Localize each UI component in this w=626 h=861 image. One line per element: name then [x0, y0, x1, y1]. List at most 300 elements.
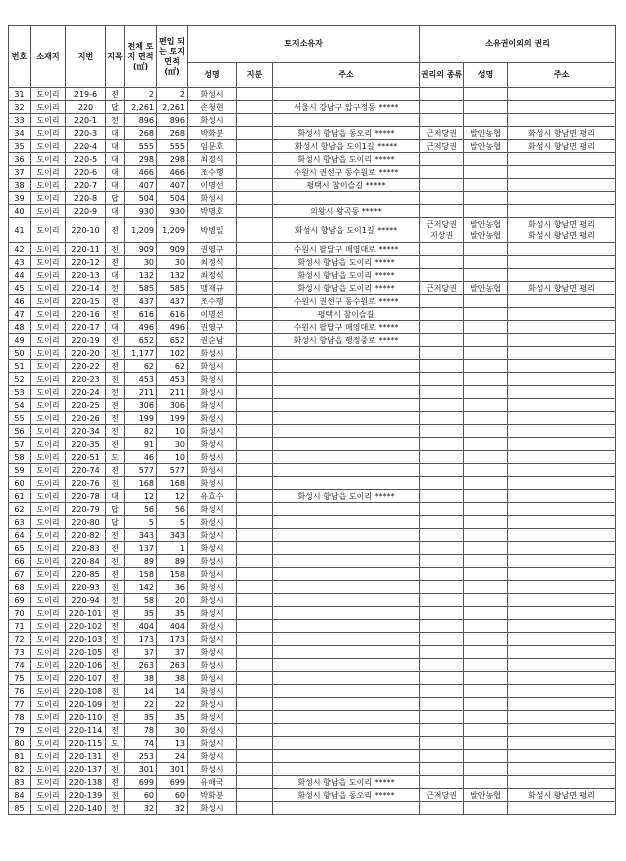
- cell-owner-share: [237, 555, 273, 568]
- cell-total-area: 453: [125, 373, 157, 386]
- cell-rights-address: [508, 321, 616, 334]
- cell-incorporated-area: 437: [157, 295, 188, 308]
- cell-category: 답: [106, 503, 125, 516]
- cell-no: 82: [9, 763, 31, 776]
- cell-lot: 220-14: [66, 282, 106, 295]
- cell-total-area: 173: [125, 633, 157, 646]
- cell-total-area: 466: [125, 166, 157, 179]
- cell-incorporated-area: 10: [157, 451, 188, 464]
- cell-owner-name: 최정식: [188, 153, 237, 166]
- cell-no: 83: [9, 776, 31, 789]
- cell-rights-type: [420, 451, 464, 464]
- cell-location: 도이리: [31, 529, 66, 542]
- cell-owner-share: [237, 269, 273, 282]
- cell-rights-name: [464, 282, 508, 295]
- cell-owner-name: 화성시: [188, 737, 237, 750]
- cell-owner-name: 조수행: [188, 295, 237, 308]
- cell-no: 33: [9, 114, 31, 127]
- cell-owner-name: 권영구: [188, 321, 237, 334]
- cell-lot: 220-51: [66, 451, 106, 464]
- cell-rights-name: [464, 114, 508, 127]
- cell-rights-name: [464, 88, 508, 101]
- cell-category: 전: [106, 750, 125, 763]
- table-row: [9, 127, 616, 140]
- cell-owner-share: [237, 179, 273, 192]
- cell-no: 31: [9, 88, 31, 101]
- cell-owner-share: [237, 425, 273, 438]
- cell-lot: 220: [66, 101, 106, 114]
- cell-lot: 220-1: [66, 114, 106, 127]
- cell-rights-name-line: 발안농협: [470, 790, 501, 800]
- table-row: [9, 724, 616, 737]
- cell-rights-address: [508, 516, 616, 529]
- cell-total-area: 22: [125, 698, 157, 711]
- cell-no: 85: [9, 802, 31, 815]
- cell-category: 전: [106, 542, 125, 555]
- cell-owner-name: 화성시: [188, 114, 237, 127]
- cell-incorporated-area: 22: [157, 698, 188, 711]
- cell-owner-address: 평택시 참이슬길: [273, 308, 420, 321]
- cell-owner-name: 박화분: [188, 127, 237, 140]
- header-no: 번호: [9, 26, 31, 88]
- cell-lot: 220-115: [66, 737, 106, 750]
- cell-location: 도이리: [31, 347, 66, 360]
- cell-rights-address: [508, 101, 616, 114]
- cell-rights-name: [464, 581, 508, 594]
- cell-location: 도이리: [31, 308, 66, 321]
- cell-total-area: 652: [125, 334, 157, 347]
- cell-owner-share: [237, 789, 273, 802]
- cell-owner-name: 유해국: [188, 776, 237, 789]
- cell-owner-name: 권영구: [188, 243, 237, 256]
- cell-no: 45: [9, 282, 31, 295]
- cell-owner-address: 화성시 향남읍 도이리 *****: [273, 490, 420, 503]
- cell-category: 도: [106, 451, 125, 464]
- cell-no: 72: [9, 633, 31, 646]
- cell-category: 전: [106, 724, 125, 737]
- cell-lot: 220-82: [66, 529, 106, 542]
- cell-owner-address: 의왕시 왕곡동 *****: [273, 205, 420, 218]
- cell-owner-share: [237, 763, 273, 776]
- cell-rights-name: [464, 464, 508, 477]
- cell-owner-name: 박병일: [188, 218, 237, 243]
- cell-rights-address: [508, 114, 616, 127]
- cell-no: 55: [9, 412, 31, 425]
- cell-incorporated-area: 13: [157, 737, 188, 750]
- cell-lot: 220-13: [66, 269, 106, 282]
- table-row: [9, 672, 616, 685]
- cell-no: 50: [9, 347, 31, 360]
- cell-owner-address: 화성시 향남읍 도이리 *****: [273, 269, 420, 282]
- table-row: [9, 399, 616, 412]
- cell-rights-address: [508, 633, 616, 646]
- table-row: [9, 321, 616, 334]
- cell-no: 67: [9, 568, 31, 581]
- cell-no: 75: [9, 672, 31, 685]
- cell-rights-name: [464, 308, 508, 321]
- cell-rights-name: [464, 802, 508, 815]
- cell-owner-address: [273, 451, 420, 464]
- cell-no: 37: [9, 166, 31, 179]
- table-row: [9, 114, 616, 127]
- cell-owner-address: 화성시 향남읍 도이1길 *****: [273, 218, 420, 243]
- cell-rights-name: [464, 529, 508, 542]
- cell-owner-name: 임문호: [188, 140, 237, 153]
- header-total-area: 전체 토지 면적 (㎡): [125, 26, 157, 88]
- cell-owner-address: 수원시 권선구 동수원로 *****: [273, 166, 420, 179]
- cell-lot: 220-6: [66, 166, 106, 179]
- cell-incorporated-area: 298: [157, 153, 188, 166]
- cell-owner-share: [237, 451, 273, 464]
- cell-rights-name: [464, 179, 508, 192]
- cell-owner-address: [273, 672, 420, 685]
- cell-owner-address: 화성시 향남읍 도이리 *****: [273, 282, 420, 295]
- cell-owner-name: 화성시: [188, 698, 237, 711]
- cell-rights-address: [508, 256, 616, 269]
- table-row: [9, 503, 616, 516]
- table-row: [9, 646, 616, 659]
- cell-rights-name: [464, 633, 508, 646]
- cell-rights-type-line: 근저당권: [426, 220, 457, 229]
- cell-location: 도이리: [31, 399, 66, 412]
- cell-owner-address: [273, 659, 420, 672]
- cell-owner-address: [273, 386, 420, 399]
- cell-category: 전: [106, 594, 125, 607]
- cell-category: 전: [106, 218, 125, 243]
- cell-owner-address: [273, 698, 420, 711]
- cell-rights-type-line: 근저당권: [426, 128, 457, 138]
- table-row: [9, 542, 616, 555]
- cell-incorporated-area: 36: [157, 581, 188, 594]
- cell-total-area: 32: [125, 802, 157, 815]
- cell-rights-name: [464, 321, 508, 334]
- cell-rights-address: [508, 529, 616, 542]
- cell-owner-address: [273, 88, 420, 101]
- cell-rights-address: [508, 737, 616, 750]
- table-row: [9, 192, 616, 205]
- cell-rights-type-line: 근저당권: [426, 790, 457, 800]
- cell-rights-name: [464, 399, 508, 412]
- cell-owner-name: 화성시: [188, 750, 237, 763]
- cell-incorporated-area: 306: [157, 399, 188, 412]
- cell-incorporated-area: 35: [157, 607, 188, 620]
- cell-location: 도이리: [31, 269, 66, 282]
- cell-owner-share: [237, 594, 273, 607]
- cell-category: 전: [106, 256, 125, 269]
- cell-rights-name: [464, 542, 508, 555]
- cell-category: 전: [106, 347, 125, 360]
- cell-owner-name: 이명선: [188, 179, 237, 192]
- cell-owner-share: [237, 581, 273, 594]
- cell-incorporated-area: 453: [157, 373, 188, 386]
- cell-owner-share: [237, 802, 273, 815]
- cell-owner-address: 화성시 향남읍 동오리 *****: [273, 127, 420, 140]
- cell-owner-share: [237, 620, 273, 633]
- table-row: [9, 373, 616, 386]
- cell-category: 대: [106, 166, 125, 179]
- cell-owner-name: 화성시: [188, 568, 237, 581]
- cell-owner-share: [237, 205, 273, 218]
- cell-rights-type: [420, 218, 464, 243]
- cell-category: 전: [106, 386, 125, 399]
- cell-rights-type: [420, 789, 464, 802]
- cell-incorporated-area: 404: [157, 620, 188, 633]
- cell-rights-address: [508, 153, 616, 166]
- cell-owner-address: [273, 620, 420, 633]
- cell-owner-share: [237, 724, 273, 737]
- cell-category: 대: [106, 127, 125, 140]
- cell-incorporated-area: 930: [157, 205, 188, 218]
- cell-rights-type: [420, 685, 464, 698]
- table-row: [9, 438, 616, 451]
- cell-category: 전: [106, 464, 125, 477]
- cell-category: 전: [106, 373, 125, 386]
- cell-rights-name: [464, 386, 508, 399]
- table-row: [9, 607, 616, 620]
- cell-lot: 220-12: [66, 256, 106, 269]
- cell-owner-share: [237, 672, 273, 685]
- cell-lot: 220-102: [66, 620, 106, 633]
- cell-location: 도이리: [31, 205, 66, 218]
- cell-lot: 220-9: [66, 205, 106, 218]
- cell-rights-type: [420, 503, 464, 516]
- cell-rights-address: [508, 477, 616, 490]
- cell-location: 도이리: [31, 101, 66, 114]
- cell-owner-share: [237, 412, 273, 425]
- cell-total-area: 298: [125, 153, 157, 166]
- cell-category: 전: [106, 646, 125, 659]
- cell-rights-name: [464, 763, 508, 776]
- cell-no: 73: [9, 646, 31, 659]
- cell-rights-address: [508, 724, 616, 737]
- header-incorporated-area: 편입 되는 토지 면적 (㎡): [157, 26, 188, 88]
- cell-no: 70: [9, 607, 31, 620]
- cell-total-area: 14: [125, 685, 157, 698]
- cell-owner-name: 화성시: [188, 438, 237, 451]
- cell-rights-address: [508, 205, 616, 218]
- cell-owner-name: 화성시: [188, 620, 237, 633]
- cell-rights-name: [464, 750, 508, 763]
- cell-total-area: 404: [125, 620, 157, 633]
- cell-owner-name: 화성시: [188, 711, 237, 724]
- cell-owner-share: [237, 477, 273, 490]
- land-owner-table: [8, 25, 616, 815]
- table-row: [9, 737, 616, 750]
- cell-location: 도이리: [31, 295, 66, 308]
- cell-owner-address: [273, 373, 420, 386]
- cell-location: 도이리: [31, 412, 66, 425]
- cell-category: 전: [106, 529, 125, 542]
- cell-lot: 220-22: [66, 360, 106, 373]
- cell-rights-type: [420, 438, 464, 451]
- cell-location: 도이리: [31, 568, 66, 581]
- table-row: [9, 633, 616, 646]
- cell-owner-address: [273, 750, 420, 763]
- cell-incorporated-area: 896: [157, 114, 188, 127]
- cell-rights-address: [508, 386, 616, 399]
- table-row: [9, 516, 616, 529]
- cell-rights-address: [508, 127, 616, 140]
- cell-rights-address: [508, 360, 616, 373]
- cell-owner-name: 화성시: [188, 542, 237, 555]
- cell-rights-name: [464, 192, 508, 205]
- cell-rights-address: [508, 672, 616, 685]
- cell-rights-type: [420, 412, 464, 425]
- cell-no: 46: [9, 295, 31, 308]
- cell-location: 도이리: [31, 763, 66, 776]
- cell-rights-name: [464, 373, 508, 386]
- table-row: [9, 698, 616, 711]
- cell-owner-address: [273, 477, 420, 490]
- cell-location: 도이리: [31, 724, 66, 737]
- cell-rights-address: [508, 607, 616, 620]
- cell-owner-address: [273, 724, 420, 737]
- cell-owner-share: [237, 464, 273, 477]
- cell-rights-name: [464, 451, 508, 464]
- cell-lot: 220-74: [66, 464, 106, 477]
- cell-owner-share: [237, 438, 273, 451]
- table-row: [9, 153, 616, 166]
- table-row: [9, 490, 616, 503]
- cell-rights-address: [508, 789, 616, 802]
- cell-total-area: 896: [125, 114, 157, 127]
- cell-lot: 220-17: [66, 321, 106, 334]
- table-row: [9, 763, 616, 776]
- cell-no: 47: [9, 308, 31, 321]
- cell-rights-type: [420, 334, 464, 347]
- cell-rights-address: [508, 282, 616, 295]
- cell-owner-address: [273, 568, 420, 581]
- cell-owner-share: [237, 127, 273, 140]
- cell-total-area: 343: [125, 529, 157, 542]
- header-owner-group: 토지소유자: [188, 26, 420, 63]
- cell-owner-name: 화성시: [188, 192, 237, 205]
- cell-total-area: 168: [125, 477, 157, 490]
- cell-no: 57: [9, 438, 31, 451]
- cell-rights-address: [508, 659, 616, 672]
- cell-rights-address: [508, 425, 616, 438]
- cell-rights-type: [420, 308, 464, 321]
- cell-total-area: 74: [125, 737, 157, 750]
- cell-category: 전: [106, 581, 125, 594]
- cell-location: 도이리: [31, 282, 66, 295]
- cell-rights-type: [420, 776, 464, 789]
- cell-lot: 220-76: [66, 477, 106, 490]
- cell-total-area: 89: [125, 555, 157, 568]
- cell-rights-type: [420, 269, 464, 282]
- cell-no: 64: [9, 529, 31, 542]
- cell-lot: 220-20: [66, 347, 106, 360]
- table-row: [9, 347, 616, 360]
- cell-no: 52: [9, 373, 31, 386]
- table-row: [9, 334, 616, 347]
- cell-owner-name: 화성시: [188, 425, 237, 438]
- table-row: [9, 412, 616, 425]
- cell-incorporated-area: 30: [157, 438, 188, 451]
- cell-owner-address: 화성시 향남읍 행정중로 *****: [273, 334, 420, 347]
- cell-owner-share: [237, 308, 273, 321]
- cell-rights-type: [420, 802, 464, 815]
- cell-rights-name: [464, 516, 508, 529]
- cell-location: 도이리: [31, 802, 66, 815]
- cell-category: 답: [106, 192, 125, 205]
- cell-lot: 220-137: [66, 763, 106, 776]
- cell-rights-type: [420, 399, 464, 412]
- table-row: [9, 776, 616, 789]
- cell-rights-address: [508, 490, 616, 503]
- cell-location: 도이리: [31, 386, 66, 399]
- cell-lot: 220-80: [66, 516, 106, 529]
- cell-owner-name: 화성시: [188, 373, 237, 386]
- cell-lot: 220-103: [66, 633, 106, 646]
- cell-incorporated-area: 20: [157, 594, 188, 607]
- cell-total-area: 12: [125, 490, 157, 503]
- header-rights-type: 권리의 종류: [420, 63, 464, 88]
- cell-rights-type: [420, 750, 464, 763]
- cell-owner-name: 화성시: [188, 360, 237, 373]
- cell-rights-type: [420, 360, 464, 373]
- cell-owner-name: 손청현: [188, 101, 237, 114]
- cell-no: 77: [9, 698, 31, 711]
- cell-owner-name: 화성시: [188, 633, 237, 646]
- cell-lot: 220-94: [66, 594, 106, 607]
- cell-incorporated-area: 699: [157, 776, 188, 789]
- cell-category: 대: [106, 321, 125, 334]
- cell-rights-name: [464, 555, 508, 568]
- cell-total-area: 699: [125, 776, 157, 789]
- cell-location: 도이리: [31, 581, 66, 594]
- cell-incorporated-area: 158: [157, 568, 188, 581]
- cell-lot: 220-84: [66, 555, 106, 568]
- cell-owner-address: [273, 607, 420, 620]
- cell-owner-share: [237, 633, 273, 646]
- table-row: [9, 140, 616, 153]
- cell-category: 답: [106, 516, 125, 529]
- cell-lot: 220-4: [66, 140, 106, 153]
- cell-lot: 220-5: [66, 153, 106, 166]
- cell-rights-name: [464, 711, 508, 724]
- cell-category: 전: [106, 802, 125, 815]
- cell-owner-share: [237, 88, 273, 101]
- cell-category: 전: [106, 763, 125, 776]
- cell-incorporated-area: 14: [157, 685, 188, 698]
- cell-total-area: 78: [125, 724, 157, 737]
- cell-owner-share: [237, 659, 273, 672]
- cell-rights-address: [508, 620, 616, 633]
- cell-rights-name: [464, 685, 508, 698]
- cell-owner-address: [273, 516, 420, 529]
- table-row: [9, 101, 616, 114]
- cell-owner-share: [237, 140, 273, 153]
- cell-no: 48: [9, 321, 31, 334]
- cell-location: 도이리: [31, 659, 66, 672]
- cell-rights-name: [464, 205, 508, 218]
- cell-no: 54: [9, 399, 31, 412]
- cell-owner-share: [237, 607, 273, 620]
- cell-rights-type: [420, 386, 464, 399]
- cell-location: 도이리: [31, 451, 66, 464]
- cell-incorporated-area: 496: [157, 321, 188, 334]
- cell-owner-share: [237, 386, 273, 399]
- cell-no: 59: [9, 464, 31, 477]
- cell-rights-type-line: 근저당권: [426, 283, 457, 293]
- cell-rights-name: [464, 347, 508, 360]
- cell-rights-type: [420, 464, 464, 477]
- table-row: [9, 179, 616, 192]
- cell-incorporated-area: 1,209: [157, 218, 188, 243]
- cell-lot: 220-131: [66, 750, 106, 763]
- cell-lot: 220-110: [66, 711, 106, 724]
